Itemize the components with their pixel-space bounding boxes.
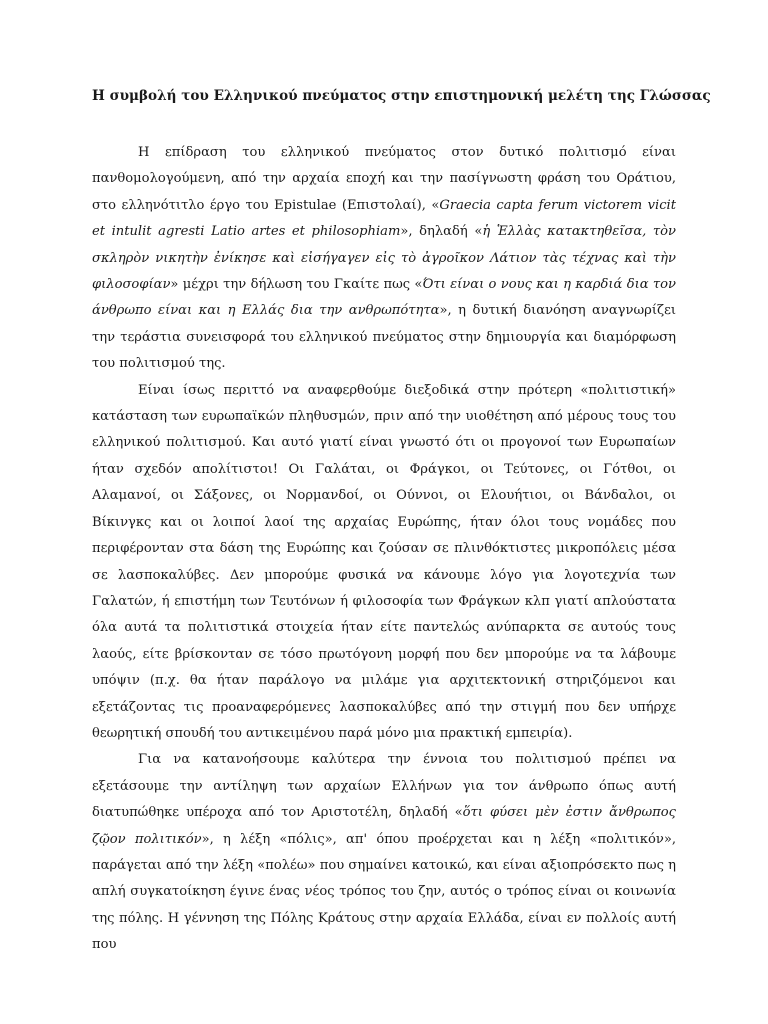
- paragraph-1-text-a: Η επίδραση του ελληνικού πνεύματος στον δυτικό πολιτισμό είναι πανθομολογούμενη, από την αρχαία εποχή και την πασίγνωστη φράση του Οράτιου, στο ελληνότιτλο έργο του Epistulae (Επιστολαί), «: [92, 145, 676, 213]
- latin-quote: Graecia capta ferum victorem vicit et intulit agresti Latio artes et philosophiam: [92, 197, 676, 240]
- paragraph-2: Είναι ίσως περιττό να αναφερθούμε διεξοδικά στην πρότερη «πολιτιστική» κατάσταση των ευρωπαϊκών πληθυσμών, πριν από την υιοθέτηση από μέρους τους του ελληνικού πολιτισμού. Και αυτό γιατί είναι γνωστό ότι οι προγονοί των Ευρωπαίων ήταν σχεδόν απολίτιστοι! Οι Γαλάται, οι Φράγκοι, οι Τεύτονες, οι Γότθοι, οι Αλαμανοί, οι Σάξονες, οι Νορμανδοί, οι Ούννοι, οι Ελουήτιοι, οι Βάνδαλοι, οι Βίκινγκς και οι λοιποί λαοί της αρχαίας Ευρώπης, ήταν όλοι τους νομάδες που περιφέρονταν στα δάση της Ευρώπης και ζούσαν σε πλινθόκτιστες μικροπόλεις μέσα σε λασποκαλύβες. Δεν μπορούμε φυσικά να κάνουμε λόγο για λογοτεχνία των Γαλατών, ή επιστήμη των Τευτόνων ή φιλοσοφία των Φράγκων κλπ γιατί απλούστατα όλα αυτά τα πολιτιστικά στοιχεία ήταν είτε παντελώς ανύπαρκτα σε αυτούς τους λαούς, είτε βρίσκονταν σε τόσο πρωτόγονη μορφή που δεν μπορούμε να τα λάβουμε υπόψιν (π.χ. θα ήταν παράλογο να μιλάμε για αρχιτεκτονική στηριζόμενοι και εξετάζοντας τις προαναφερόμενες λασποκαλύβες από την στιγμή που δεν υπήρχε θεωρητική σπουδή του αντικειμένου παρά μόνο μια πρακτική εμπειρία).: [92, 382, 676, 741]
- paragraph-3-text-c: », η λέξη «πόλις», απ' όπου προέρχεται και η λέξη «πολιτικόν», παράγεται από την λέξη «πολέω» που σημαίνει κατοικώ, και είναι αξιοπρόσεκτο πως η απλή συγκατοίκηση έγινε ένας νέος τρόπος του ζην, αυτός ο τρόπος είναι οι κοινωνία της πόλης. Η γέννηση της Πόλης Κράτους στην αρχαία Ελλάδα, είναι εν πολλοίς αυτή που: [92, 831, 676, 953]
- paragraph-1-text-c: », δηλαδή «: [400, 224, 483, 240]
- paragraph-3-text-a: Για να κατανοήσουμε καλύτερα την έννοια του πολιτισμού πρέπει να εξετάσουμε την αντίληψη των αρχαίων Ελλήνων για τον άνθρωπο όπως αυτή διατυπώθηκε υπέροχα από τον Αριστοτέλη, δηλαδή «: [92, 752, 676, 821]
- goethe-quote: Ότι είναι ο νους και η καρδιά δια τον άνθρωπο είναι και η Ελλάς δια την ανθρωπότητα: [92, 277, 676, 319]
- paragraph-1: [92, 140, 676, 378]
- paragraph-1-text-g: », η δυτική διανόηση αναγνωρίζει την τεράστια συνεισφορά του ελληνικού πνεύματος στην δημιουργία και διαμόρφωση του πολιτισμού της.: [92, 303, 676, 372]
- paragraph-3: [92, 747, 676, 958]
- aristotle-quote: ὅτι φύσει μὲν ἐστιν ἄνθρωπος ζῷον πολιτικόν: [92, 805, 676, 847]
- document-title: Η συμβολή του Ελληνικού πνεύματος στην επιστημονική μελέτη της Γλώσσας: [92, 88, 711, 104]
- ancient-greek-quote: ἡ Ἑλλὰς κατακτηθεῖσα, τὸν σκληρὸν νικητὴν ἐνίκησε καὶ εἰσήγαγεν εἰς τὸ ἀγροῖκον Λάτιον τὰς τέχνας καὶ τὴν φιλοσοφίαν: [92, 224, 676, 293]
- document-body: [92, 140, 676, 959]
- paragraph-1-text-e: » μέχρι την δήλωση του Γκαίτε πως «: [170, 277, 423, 293]
